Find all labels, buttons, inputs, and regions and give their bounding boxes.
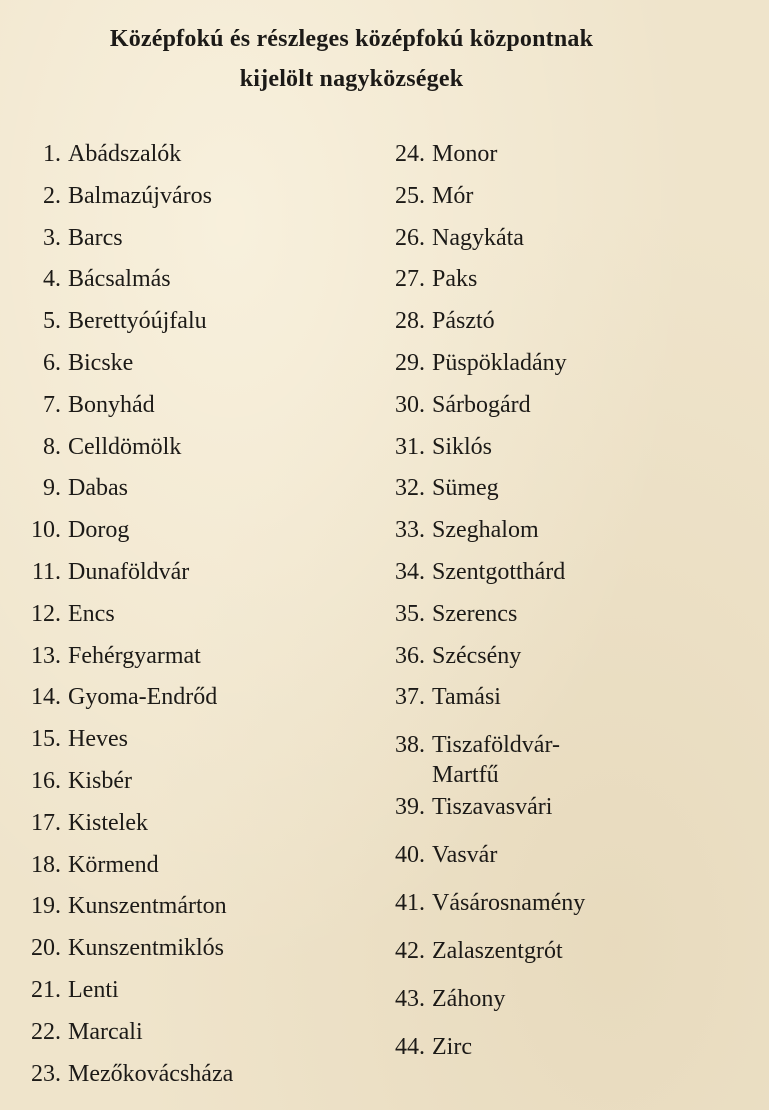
list-item: [10, 640, 340, 682]
left-column-list: [10, 138, 340, 1099]
list-item: [10, 222, 340, 264]
list-item: [10, 598, 340, 640]
list-item: [10, 347, 340, 389]
list-item: [10, 138, 340, 180]
list-item-number: 22.: [31, 1018, 61, 1045]
list-item-name: Encs: [68, 600, 115, 627]
list-item-number: 19.: [31, 893, 61, 920]
list-item-number: 33.: [395, 517, 425, 544]
list-item: [10, 890, 340, 932]
right-column-list: [374, 138, 754, 1073]
list-item-name: Zirc: [432, 1034, 472, 1061]
list-item: [374, 431, 754, 473]
list-item: [374, 347, 754, 389]
list-item: [10, 431, 340, 473]
list-item: [10, 389, 340, 431]
list-item-name: Bácsalmás: [68, 266, 171, 293]
list-item-name: Szerencs: [432, 600, 518, 627]
list-item-name: Záhony: [432, 986, 506, 1013]
list-item-name-continuation: Martfű: [432, 762, 499, 789]
list-item-number: 44.: [395, 1034, 425, 1061]
list-item: [374, 935, 754, 983]
list-item-number: 14.: [31, 684, 61, 711]
list-item-name: Vásárosnamény: [432, 890, 586, 917]
list-item: [10, 681, 340, 723]
list-item-name: Kunszentmárton: [68, 893, 227, 920]
list-item-name: Dorog: [68, 517, 130, 544]
list-item: [374, 598, 754, 640]
list-item: [10, 974, 340, 1016]
list-item-name: Zalaszentgrót: [432, 938, 563, 965]
list-item-number: 43.: [395, 986, 425, 1013]
list-item-number: 3.: [43, 224, 61, 251]
list-item-number: 2.: [43, 182, 61, 209]
list-item-name: Fehérgyarmat: [68, 642, 201, 669]
list-item-number: 9.: [43, 475, 61, 502]
list-item-number: 42.: [395, 938, 425, 965]
list-item-number: 29.: [395, 349, 425, 376]
list-item-name: Abádszalók: [68, 141, 182, 167]
list-item-name: Celldömölk: [68, 433, 182, 460]
list-item-number: 41.: [395, 890, 425, 917]
list-item-number: 26.: [395, 224, 425, 251]
list-item-name: Vasvár: [432, 842, 498, 869]
list-item-name: Lenti: [68, 976, 119, 1003]
list-item-number: 30.: [395, 391, 425, 418]
list-item-name: Balmazújváros: [68, 182, 212, 209]
list-item-name: Marcali: [68, 1018, 143, 1045]
list-item-name: Szécsény: [432, 642, 522, 669]
list-item: [374, 729, 754, 791]
list-item-number: 11.: [31, 558, 61, 585]
list-item: [374, 791, 754, 839]
list-item-name: Tiszaföldvár-: [432, 732, 560, 759]
list-item-name: Szeghalom: [432, 517, 539, 544]
list-item-number: 8.: [43, 433, 61, 460]
list-item-name: Gyoma-Endrőd: [68, 684, 218, 711]
list-item-name: Monor: [432, 141, 498, 167]
list-item-number: 15.: [31, 726, 61, 753]
list-item-name: Paks: [432, 266, 478, 293]
list-item-name: Szentgotthárd: [432, 558, 566, 585]
list-item: [374, 389, 754, 431]
list-item-number: 40.: [395, 842, 425, 869]
list-item: [10, 514, 340, 556]
list-item-name: Barcs: [68, 224, 123, 251]
list-item: [10, 1058, 340, 1100]
list-item-number: 20.: [31, 935, 61, 962]
list-item-number: 7.: [43, 391, 61, 418]
list-item-name: Körmend: [68, 851, 159, 878]
list-item-number: 25.: [395, 182, 425, 209]
list-item: [374, 887, 754, 935]
list-item: [10, 1016, 340, 1058]
list-item-number: 39.: [395, 794, 425, 821]
list-item-name: Pásztó: [432, 308, 495, 335]
document-title-line-1: Középfokú és részleges középfokú központnak: [109, 26, 594, 52]
list-item: [10, 556, 340, 598]
list-item-number: 38.: [395, 732, 425, 759]
list-item: [10, 305, 340, 347]
list-item: [374, 263, 754, 305]
list-item: [10, 723, 340, 765]
list-item-name: Nagykáta: [432, 224, 524, 251]
list-item-name: Kisbér: [68, 767, 132, 794]
list-item-name: Heves: [68, 726, 128, 753]
list-item-name: Bonyhád: [68, 391, 155, 418]
list-item-number: 10.: [31, 517, 61, 544]
list-item-number: 18.: [31, 851, 61, 878]
list-item-name: Tiszavasvári: [432, 794, 553, 821]
list-item: [10, 263, 340, 305]
list-item: [374, 640, 754, 682]
list-item-name: Dabas: [68, 475, 128, 502]
list-item-number: 36.: [395, 642, 425, 669]
list-item: [374, 556, 754, 598]
list-item: [10, 807, 340, 849]
list-item-number: 1.: [43, 141, 61, 167]
list-item-number: 34.: [395, 558, 425, 585]
list-item-number: 37.: [395, 684, 425, 711]
list-item: [374, 1031, 754, 1073]
list-item: [374, 983, 754, 1031]
list-item-name: Mezőkovácsháza: [68, 1060, 234, 1087]
list-item: [10, 180, 340, 222]
list-item-name: Sümeg: [432, 475, 499, 502]
list-item-number: 12.: [31, 600, 61, 627]
list-item-name: Püspökladány: [432, 349, 567, 376]
list-item-name: Dunaföldvár: [68, 558, 190, 585]
list-item-name: Mór: [432, 182, 474, 209]
list-item-number: 28.: [395, 308, 425, 335]
list-item-name: Tamási: [432, 684, 501, 711]
list-item-number: 4.: [43, 266, 61, 293]
list-item-number: 23.: [31, 1060, 61, 1087]
list-item-number: 32.: [395, 475, 425, 502]
list-item-number: 17.: [31, 809, 61, 836]
list-item: [10, 472, 340, 514]
list-item-number: 16.: [31, 767, 61, 794]
list-item-name: Kunszentmiklós: [68, 935, 224, 962]
list-item: [374, 180, 754, 222]
list-item: [374, 472, 754, 514]
list-item-name: Berettyóújfalu: [68, 308, 207, 335]
list-item: [10, 932, 340, 974]
list-item-name: Siklós: [432, 433, 493, 460]
list-item-number: 6.: [43, 349, 61, 376]
list-item-number: 31.: [395, 433, 425, 460]
list-item-number: 21.: [31, 976, 61, 1003]
list-item-number: 5.: [43, 308, 61, 335]
list-item-name: Bicske: [68, 349, 134, 376]
list-item-number: 24.: [395, 141, 425, 167]
list-item: [374, 305, 754, 347]
list-item-number: 13.: [31, 642, 61, 669]
list-item-number: 35.: [395, 600, 425, 627]
list-item: [374, 222, 754, 264]
list-item-number: 27.: [395, 266, 425, 293]
list-item: [374, 514, 754, 556]
list-item: [374, 681, 754, 729]
list-item: [374, 138, 754, 180]
list-item-name: Sárbogárd: [432, 391, 531, 418]
document-title-line-2: kijelölt nagyközségek: [239, 66, 464, 92]
list-item: [10, 765, 340, 807]
list-item: [374, 839, 754, 887]
list-item: [10, 849, 340, 891]
list-item-name: Kistelek: [68, 809, 148, 836]
